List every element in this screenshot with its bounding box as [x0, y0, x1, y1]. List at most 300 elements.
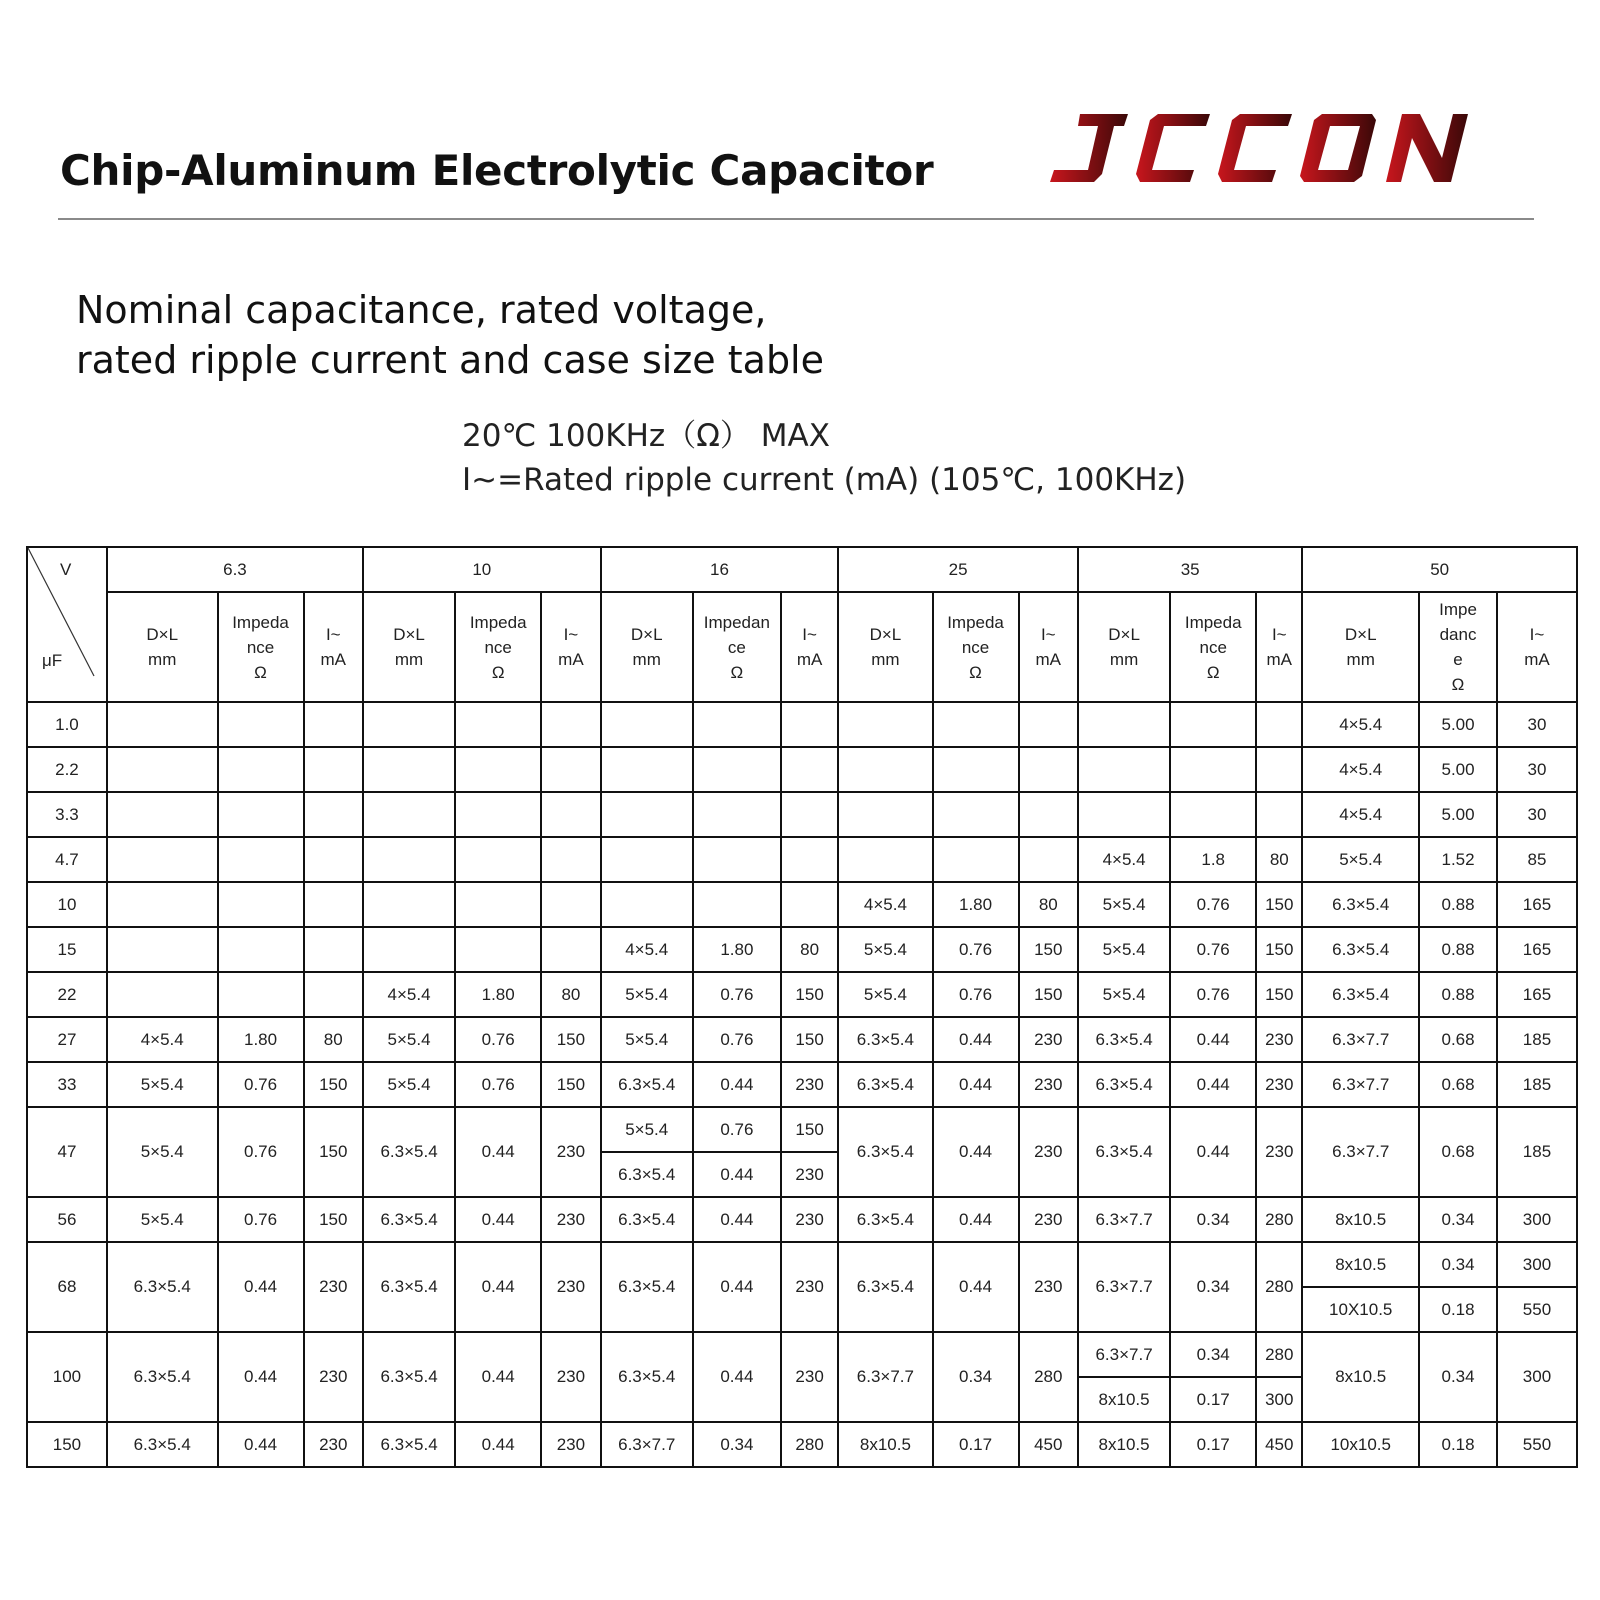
size-cell: 8x10.5 — [1302, 1332, 1419, 1422]
impedance-cell: 0.44 — [933, 1242, 1019, 1332]
empty-cell — [1078, 702, 1170, 747]
size-cell: 4×5.4 — [107, 1017, 218, 1062]
empty-cell — [455, 702, 541, 747]
size-cell: 6.3×7.7 — [601, 1422, 693, 1467]
voltage-header: 10 — [363, 547, 601, 592]
size-cell: 6.3×7.7 — [1302, 1107, 1419, 1197]
impedance-cell: 0.76 — [693, 972, 781, 1017]
capacitance-cell: 100 — [27, 1332, 107, 1422]
ripple-cell: 150 — [781, 1107, 838, 1152]
impedance-cell: 0.76 — [693, 1017, 781, 1062]
empty-cell — [541, 702, 600, 747]
ripple-cell: 230 — [781, 1062, 838, 1107]
empty-cell — [601, 882, 693, 927]
empty-cell — [218, 837, 304, 882]
impedance-cell: 0.44 — [933, 1107, 1019, 1197]
empty-cell — [107, 927, 218, 972]
capacitance-cell: 1.0 — [27, 702, 107, 747]
voltage-header: 35 — [1078, 547, 1302, 592]
empty-cell — [363, 927, 455, 972]
size-cell: 6.3×5.4 — [107, 1332, 218, 1422]
size-cell: 5×5.4 — [1078, 882, 1170, 927]
ripple-cell: 300 — [1497, 1197, 1577, 1242]
capacitance-cell: 15 — [27, 927, 107, 972]
empty-cell — [218, 747, 304, 792]
empty-cell — [1019, 792, 1078, 837]
table-row — [27, 792, 1577, 837]
size-cell: 5×5.4 — [601, 972, 693, 1017]
impedance-column-header: Impeda nce Ω — [455, 592, 541, 702]
empty-cell — [781, 792, 838, 837]
empty-cell — [838, 747, 932, 792]
empty-cell — [363, 702, 455, 747]
empty-cell — [1019, 702, 1078, 747]
empty-cell — [304, 747, 363, 792]
measurement-notes — [462, 414, 1186, 502]
size-cell: 6.3×5.4 — [838, 1062, 932, 1107]
ripple-cell: 30 — [1497, 747, 1577, 792]
size-cell: 10x10.5 — [1302, 1422, 1419, 1467]
size-cell: 6.3×5.4 — [838, 1197, 932, 1242]
capacitance-cell: 150 — [27, 1422, 107, 1467]
size-cell: 5×5.4 — [1302, 837, 1419, 882]
ripple-cell: 280 — [1256, 1197, 1302, 1242]
voltage-header: 25 — [838, 547, 1078, 592]
ripple-cell: 80 — [1019, 882, 1078, 927]
empty-cell — [541, 747, 600, 792]
impedance-cell: 0.44 — [455, 1197, 541, 1242]
empty-cell — [838, 837, 932, 882]
empty-cell — [781, 702, 838, 747]
size-cell: 5×5.4 — [1078, 927, 1170, 972]
impedance-cell: 5.00 — [1419, 792, 1497, 837]
ripple-cell: 230 — [541, 1332, 600, 1422]
impedance-cell: 1.80 — [693, 927, 781, 972]
voltage-header: 16 — [601, 547, 839, 592]
capacitance-cell: 56 — [27, 1197, 107, 1242]
ripple-cell: 280 — [1019, 1332, 1078, 1422]
table-row — [27, 1107, 1577, 1152]
size-cell: 8x10.5 — [838, 1422, 932, 1467]
empty-cell — [1170, 792, 1256, 837]
ripple-cell: 230 — [1019, 1062, 1078, 1107]
empty-cell — [541, 927, 600, 972]
impedance-cell: 0.88 — [1419, 972, 1497, 1017]
ripple-cell: 550 — [1497, 1287, 1577, 1332]
size-cell: 6.3×7.7 — [1302, 1062, 1419, 1107]
ripple-cell: 230 — [1019, 1197, 1078, 1242]
impedance-cell: 0.76 — [933, 927, 1019, 972]
empty-cell — [455, 837, 541, 882]
ripple-cell: 150 — [781, 972, 838, 1017]
capacitance-axis-label: μF — [42, 651, 63, 670]
impedance-cell: 0.17 — [1170, 1377, 1256, 1422]
size-cell: 6.3×5.4 — [601, 1152, 693, 1197]
ripple-cell: 230 — [304, 1422, 363, 1467]
impedance-cell: 0.44 — [693, 1062, 781, 1107]
empty-cell — [1170, 747, 1256, 792]
size-cell: 5×5.4 — [107, 1197, 218, 1242]
table-row — [27, 972, 1577, 1017]
empty-cell — [781, 882, 838, 927]
size-cell: 4×5.4 — [363, 972, 455, 1017]
ripple-current-note: I~=Rated ripple current (mA) (105℃, 100KHz) — [462, 462, 1187, 498]
impedance-cell: 0.44 — [1170, 1017, 1256, 1062]
size-cell: 6.3×5.4 — [107, 1242, 218, 1332]
capacitance-cell: 22 — [27, 972, 107, 1017]
ripple-cell: 230 — [1019, 1017, 1078, 1062]
empty-cell — [838, 792, 932, 837]
empty-cell — [1170, 702, 1256, 747]
subtitle-line-2: rated ripple current and case size table — [76, 338, 824, 382]
impedance-cell: 0.68 — [1419, 1017, 1497, 1062]
ripple-cell: 300 — [1497, 1332, 1577, 1422]
empty-cell — [1078, 792, 1170, 837]
empty-cell — [1256, 792, 1302, 837]
impedance-column-header: Impeda nce Ω — [933, 592, 1019, 702]
empty-cell — [693, 882, 781, 927]
ripple-cell: 450 — [1256, 1422, 1302, 1467]
empty-cell — [363, 882, 455, 927]
empty-cell — [933, 792, 1019, 837]
ripple-cell: 165 — [1497, 927, 1577, 972]
capacitance-cell: 2.2 — [27, 747, 107, 792]
ripple-column-header: I~ mA — [541, 592, 600, 702]
impedance-cell: 5.00 — [1419, 702, 1497, 747]
size-cell: 8x10.5 — [1078, 1377, 1170, 1422]
table-row — [27, 882, 1577, 927]
empty-cell — [218, 882, 304, 927]
size-cell: 6.3×5.4 — [1078, 1062, 1170, 1107]
voltage-axis-label: V — [60, 560, 72, 579]
empty-cell — [304, 972, 363, 1017]
ripple-cell: 230 — [1256, 1017, 1302, 1062]
size-cell: 6.3×7.7 — [1078, 1332, 1170, 1377]
size-cell: 5×5.4 — [107, 1062, 218, 1107]
capacitance-cell: 47 — [27, 1107, 107, 1197]
empty-cell — [601, 747, 693, 792]
empty-cell — [107, 837, 218, 882]
size-cell: 4×5.4 — [838, 882, 932, 927]
table-corner-cell — [27, 547, 107, 702]
impedance-cell: 0.76 — [455, 1062, 541, 1107]
impedance-cell: 0.34 — [1170, 1242, 1256, 1332]
empty-cell — [693, 747, 781, 792]
size-cell: 6.3×5.4 — [601, 1062, 693, 1107]
impedance-cell: 0.17 — [933, 1422, 1019, 1467]
size-column-header: D×L mm — [363, 592, 455, 702]
empty-cell — [218, 972, 304, 1017]
empty-cell — [455, 882, 541, 927]
table-subtitle — [76, 285, 824, 385]
ripple-cell: 300 — [1256, 1377, 1302, 1422]
ripple-cell: 230 — [541, 1242, 600, 1332]
size-column-header: D×L mm — [838, 592, 932, 702]
ripple-cell: 230 — [781, 1152, 838, 1197]
impedance-cell: 5.00 — [1419, 747, 1497, 792]
size-cell: 6.3×5.4 — [363, 1197, 455, 1242]
ripple-cell: 150 — [1019, 927, 1078, 972]
size-cell: 6.3×7.7 — [1302, 1017, 1419, 1062]
table-row — [27, 837, 1577, 882]
empty-cell — [304, 702, 363, 747]
impedance-note: 20℃ 100KHz（Ω） MAX — [462, 418, 830, 454]
impedance-cell: 0.34 — [1419, 1332, 1497, 1422]
ripple-cell: 550 — [1497, 1422, 1577, 1467]
table-row — [27, 747, 1577, 792]
empty-cell — [107, 747, 218, 792]
empty-cell — [601, 702, 693, 747]
empty-cell — [1256, 747, 1302, 792]
size-cell: 8x10.5 — [1302, 1197, 1419, 1242]
capacitance-cell: 10 — [27, 882, 107, 927]
impedance-cell: 0.44 — [218, 1422, 304, 1467]
page-title: Chip-Aluminum Electrolytic Capacitor — [60, 146, 934, 195]
impedance-cell: 1.8 — [1170, 837, 1256, 882]
size-cell: 6.3×5.4 — [601, 1242, 693, 1332]
table-row — [27, 702, 1577, 747]
empty-cell — [304, 882, 363, 927]
empty-cell — [1078, 747, 1170, 792]
impedance-cell: 0.44 — [933, 1017, 1019, 1062]
size-column-header: D×L mm — [601, 592, 693, 702]
size-cell: 6.3×5.4 — [1302, 972, 1419, 1017]
empty-cell — [107, 702, 218, 747]
size-cell: 5×5.4 — [363, 1062, 455, 1107]
ripple-cell: 165 — [1497, 882, 1577, 927]
empty-cell — [363, 792, 455, 837]
ripple-cell: 300 — [1497, 1242, 1577, 1287]
empty-cell — [541, 837, 600, 882]
table-row — [27, 1062, 1577, 1107]
empty-cell — [1256, 702, 1302, 747]
ripple-cell: 230 — [1256, 1107, 1302, 1197]
capacitance-cell: 4.7 — [27, 837, 107, 882]
empty-cell — [107, 792, 218, 837]
ripple-cell: 185 — [1497, 1107, 1577, 1197]
table-row — [27, 1332, 1577, 1377]
size-cell: 4×5.4 — [1078, 837, 1170, 882]
size-cell: 6.3×5.4 — [601, 1332, 693, 1422]
size-cell: 6.3×7.7 — [1078, 1242, 1170, 1332]
empty-cell — [304, 792, 363, 837]
ripple-cell: 150 — [1019, 972, 1078, 1017]
impedance-cell: 0.76 — [1170, 927, 1256, 972]
ripple-cell: 450 — [1019, 1422, 1078, 1467]
size-cell: 5×5.4 — [601, 1107, 693, 1152]
capacitance-cell: 33 — [27, 1062, 107, 1107]
size-column-header: D×L mm — [107, 592, 218, 702]
empty-cell — [693, 837, 781, 882]
impedance-cell: 0.34 — [1419, 1197, 1497, 1242]
ripple-cell: 85 — [1497, 837, 1577, 882]
ripple-cell: 230 — [541, 1197, 600, 1242]
capacitance-cell: 27 — [27, 1017, 107, 1062]
impedance-cell: 0.76 — [218, 1062, 304, 1107]
capacitance-cell: 3.3 — [27, 792, 107, 837]
size-cell: 6.3×5.4 — [1302, 882, 1419, 927]
size-cell: 6.3×5.4 — [838, 1242, 932, 1332]
empty-cell — [304, 927, 363, 972]
empty-cell — [781, 837, 838, 882]
empty-cell — [838, 702, 932, 747]
size-cell: 6.3×5.4 — [363, 1242, 455, 1332]
empty-cell — [541, 792, 600, 837]
empty-cell — [107, 972, 218, 1017]
impedance-cell: 0.34 — [693, 1422, 781, 1467]
impedance-column-header: Impedan ce Ω — [693, 592, 781, 702]
impedance-cell: 0.44 — [693, 1152, 781, 1197]
size-cell: 6.3×5.4 — [1078, 1107, 1170, 1197]
empty-cell — [107, 882, 218, 927]
ripple-cell: 280 — [781, 1422, 838, 1467]
size-cell: 4×5.4 — [1302, 747, 1419, 792]
ripple-column-header: I~ mA — [1019, 592, 1078, 702]
ripple-cell: 150 — [304, 1062, 363, 1107]
impedance-cell: 1.80 — [218, 1017, 304, 1062]
impedance-cell: 0.68 — [1419, 1062, 1497, 1107]
impedance-column-header: Impeda nce Ω — [1170, 592, 1256, 702]
empty-cell — [933, 837, 1019, 882]
capacitor-spec-table — [26, 546, 1578, 1468]
size-cell: 4×5.4 — [1302, 792, 1419, 837]
impedance-cell: 0.34 — [1170, 1332, 1256, 1377]
table-row — [27, 1242, 1577, 1287]
empty-cell — [304, 837, 363, 882]
ripple-cell: 150 — [1256, 882, 1302, 927]
impedance-cell: 0.44 — [933, 1062, 1019, 1107]
impedance-cell: 0.44 — [1170, 1107, 1256, 1197]
empty-cell — [1019, 837, 1078, 882]
jccon-logo — [1050, 112, 1480, 188]
impedance-cell: 0.44 — [693, 1242, 781, 1332]
impedance-cell: 1.80 — [455, 972, 541, 1017]
table-row — [27, 1422, 1577, 1467]
ripple-cell: 230 — [1019, 1242, 1078, 1332]
ripple-cell: 230 — [304, 1242, 363, 1332]
jccon-logo-graphic — [1050, 112, 1480, 184]
ripple-cell: 80 — [1256, 837, 1302, 882]
ripple-cell: 185 — [1497, 1017, 1577, 1062]
empty-cell — [363, 837, 455, 882]
size-cell: 6.3×5.4 — [1078, 1017, 1170, 1062]
impedance-cell: 0.76 — [218, 1197, 304, 1242]
impedance-cell: 0.34 — [1419, 1242, 1497, 1287]
size-cell: 6.3×5.4 — [363, 1107, 455, 1197]
ripple-cell: 150 — [1256, 927, 1302, 972]
empty-cell — [933, 747, 1019, 792]
impedance-cell: 0.76 — [933, 972, 1019, 1017]
ripple-cell: 30 — [1497, 702, 1577, 747]
ripple-cell: 230 — [1019, 1107, 1078, 1197]
impedance-cell: 0.44 — [1170, 1062, 1256, 1107]
impedance-cell: 0.18 — [1419, 1422, 1497, 1467]
empty-cell — [693, 792, 781, 837]
impedance-cell: 0.44 — [455, 1107, 541, 1197]
ripple-cell: 230 — [541, 1107, 600, 1197]
empty-cell — [601, 837, 693, 882]
ripple-cell: 185 — [1497, 1062, 1577, 1107]
size-cell: 6.3×5.4 — [1302, 927, 1419, 972]
ripple-cell: 80 — [781, 927, 838, 972]
capacitance-cell: 68 — [27, 1242, 107, 1332]
impedance-cell: 0.34 — [1170, 1197, 1256, 1242]
ripple-column-header: I~ mA — [1256, 592, 1302, 702]
impedance-cell: 0.76 — [1170, 972, 1256, 1017]
ripple-cell: 230 — [1256, 1062, 1302, 1107]
table-row — [27, 1197, 1577, 1242]
impedance-cell: 0.88 — [1419, 927, 1497, 972]
empty-cell — [455, 927, 541, 972]
impedance-cell: 0.88 — [1419, 882, 1497, 927]
impedance-cell: 0.76 — [218, 1107, 304, 1197]
empty-cell — [781, 747, 838, 792]
impedance-cell: 0.34 — [933, 1332, 1019, 1422]
ripple-cell: 230 — [781, 1332, 838, 1422]
ripple-cell: 80 — [541, 972, 600, 1017]
impedance-column-header: Impe danc e Ω — [1419, 592, 1497, 702]
ripple-cell: 230 — [781, 1197, 838, 1242]
empty-cell — [1019, 747, 1078, 792]
ripple-cell: 150 — [1256, 972, 1302, 1017]
empty-cell — [218, 927, 304, 972]
ripple-cell: 280 — [1256, 1242, 1302, 1332]
size-cell: 4×5.4 — [1302, 702, 1419, 747]
impedance-cell: 0.44 — [693, 1332, 781, 1422]
size-cell: 10X10.5 — [1302, 1287, 1419, 1332]
voltage-header: 6.3 — [107, 547, 363, 592]
impedance-cell: 1.52 — [1419, 837, 1497, 882]
impedance-cell: 0.44 — [933, 1197, 1019, 1242]
ripple-cell: 150 — [541, 1017, 600, 1062]
ripple-cell: 80 — [304, 1017, 363, 1062]
size-cell: 6.3×7.7 — [838, 1332, 932, 1422]
ripple-cell: 230 — [541, 1422, 600, 1467]
impedance-cell: 0.68 — [1419, 1107, 1497, 1197]
ripple-cell: 150 — [304, 1197, 363, 1242]
impedance-cell: 0.76 — [455, 1017, 541, 1062]
impedance-cell: 0.17 — [1170, 1422, 1256, 1467]
size-cell: 6.3×5.4 — [363, 1422, 455, 1467]
size-cell: 5×5.4 — [838, 927, 932, 972]
ripple-cell: 165 — [1497, 972, 1577, 1017]
size-column-header: D×L mm — [1078, 592, 1170, 702]
empty-cell — [601, 792, 693, 837]
voltage-header: 50 — [1302, 547, 1577, 592]
subtitle-line-1: Nominal capacitance, rated voltage, — [76, 288, 767, 332]
size-cell: 6.3×5.4 — [838, 1107, 932, 1197]
empty-cell — [218, 702, 304, 747]
empty-cell — [693, 702, 781, 747]
ripple-cell: 230 — [304, 1332, 363, 1422]
empty-cell — [933, 702, 1019, 747]
ripple-cell: 150 — [781, 1017, 838, 1062]
empty-cell — [455, 792, 541, 837]
impedance-cell: 0.44 — [455, 1332, 541, 1422]
ripple-cell: 230 — [781, 1242, 838, 1332]
empty-cell — [455, 747, 541, 792]
table-row — [27, 1017, 1577, 1062]
size-cell: 6.3×7.7 — [1078, 1197, 1170, 1242]
size-cell: 5×5.4 — [1078, 972, 1170, 1017]
size-cell: 5×5.4 — [107, 1107, 218, 1197]
impedance-cell: 0.44 — [218, 1332, 304, 1422]
impedance-cell: 1.80 — [933, 882, 1019, 927]
empty-cell — [363, 747, 455, 792]
table-row — [27, 927, 1577, 972]
size-cell: 8x10.5 — [1302, 1242, 1419, 1287]
impedance-column-header: Impeda nce Ω — [218, 592, 304, 702]
